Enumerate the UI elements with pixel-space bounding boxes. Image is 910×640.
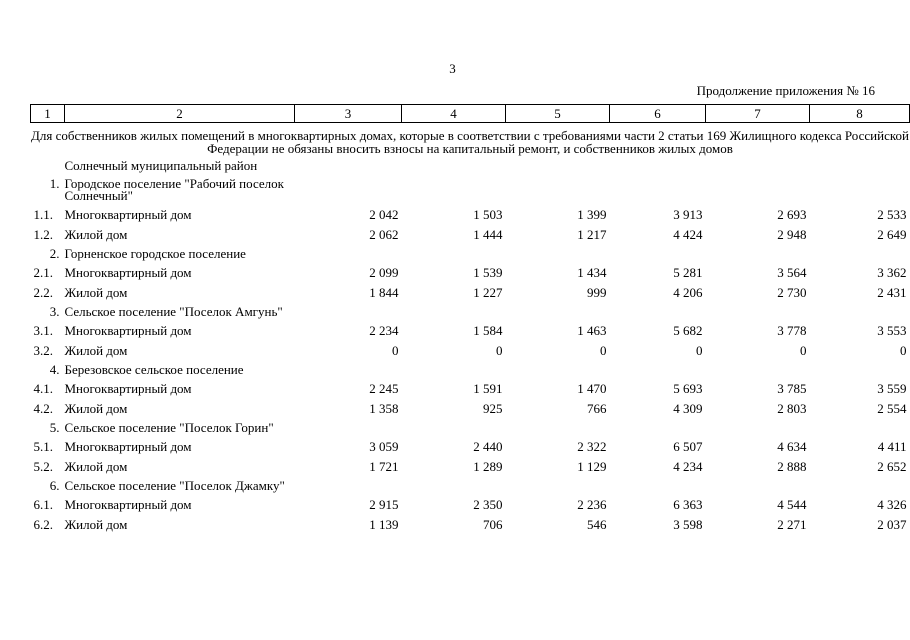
table-row <box>31 205 910 225</box>
empty-cell <box>706 477 810 495</box>
empty-cell <box>610 175 706 205</box>
table-row <box>31 515 910 535</box>
empty-cell <box>295 477 402 495</box>
value-cell: 1 584 <box>473 323 503 338</box>
value-cell: 3 553 <box>877 323 907 338</box>
value-cell: 2 533 <box>877 207 907 222</box>
value-cell: 1 503 <box>473 207 503 222</box>
empty-cell <box>810 175 910 205</box>
housing-type: Жилой дом <box>64 227 128 242</box>
column-header: 8 <box>810 105 910 123</box>
value-cell: 546 <box>587 517 607 532</box>
housing-type: Жилой дом <box>64 343 128 358</box>
empty-cell <box>810 477 910 495</box>
settlement-name: Сельское поселение "Поселок Горин" <box>64 420 274 435</box>
housing-type: Многоквартирный дом <box>64 207 192 222</box>
value-cell: 4 326 <box>877 497 907 512</box>
row-number <box>31 157 65 175</box>
column-header: 6 <box>610 105 706 123</box>
empty-cell <box>706 361 810 379</box>
value-cell: 3 059 <box>369 439 399 454</box>
value-cell: 4 206 <box>673 285 703 300</box>
value-cell: 999 <box>587 285 607 300</box>
value-cell: 3 598 <box>673 517 703 532</box>
note-row <box>31 123 910 158</box>
value-cell: 0 <box>696 343 703 358</box>
empty-cell <box>295 175 402 205</box>
empty-cell <box>810 245 910 263</box>
row-number: 5. <box>49 420 60 435</box>
empty-cell <box>295 419 402 437</box>
housing-type: Многоквартирный дом <box>64 497 192 512</box>
column-header: 1 <box>31 105 65 123</box>
value-cell: 1 434 <box>577 265 607 280</box>
value-cell: 1 358 <box>369 401 399 416</box>
value-cell: 6 507 <box>673 439 703 454</box>
continuation-label: Продолжение приложения № 16 <box>696 83 875 98</box>
empty-cell <box>610 477 706 495</box>
row-number: 1.1. <box>33 207 53 222</box>
empty-cell <box>810 303 910 321</box>
row-number: 4.2. <box>33 401 53 416</box>
empty-cell <box>295 361 402 379</box>
value-cell: 2 440 <box>473 439 503 454</box>
value-cell: 2 888 <box>777 459 807 474</box>
value-cell: 2 554 <box>877 401 907 416</box>
housing-type: Жилой дом <box>64 459 128 474</box>
value-cell: 1 227 <box>473 285 503 300</box>
housing-type: Многоквартирный дом <box>64 323 192 338</box>
value-cell: 0 <box>600 343 607 358</box>
value-cell: 4 234 <box>673 459 703 474</box>
value-cell: 2 236 <box>577 497 607 512</box>
empty-cell <box>610 361 706 379</box>
group-row <box>31 419 910 437</box>
row-number: 6.2. <box>33 517 53 532</box>
settlement-name: Сельское поселение "Поселок Джамку" <box>64 478 285 493</box>
housing-type: Многоквартирный дом <box>64 381 192 396</box>
value-cell: 2 271 <box>777 517 807 532</box>
value-cell: 1 139 <box>369 517 399 532</box>
value-cell: 4 424 <box>673 227 703 242</box>
housing-type: Многоквартирный дом <box>64 439 192 454</box>
value-cell: 3 778 <box>777 323 807 338</box>
empty-cell <box>506 303 610 321</box>
empty-cell <box>810 361 910 379</box>
empty-cell <box>706 157 810 175</box>
value-cell: 1 129 <box>577 459 607 474</box>
row-number: 3. <box>49 304 60 319</box>
row-number: 3.1. <box>33 323 53 338</box>
group-row <box>31 157 910 175</box>
value-cell: 1 444 <box>473 227 503 242</box>
table-body <box>31 123 910 536</box>
empty-cell <box>810 419 910 437</box>
housing-type: Многоквартирный дом <box>64 265 192 280</box>
row-number: 5.2. <box>33 459 53 474</box>
empty-cell <box>706 175 810 205</box>
value-cell: 5 693 <box>673 381 703 396</box>
table-row <box>31 225 910 245</box>
settlement-name: Березовское сельское поселение <box>64 362 244 377</box>
value-cell: 2 350 <box>473 497 503 512</box>
value-cell: 925 <box>483 401 503 416</box>
empty-cell <box>402 175 506 205</box>
value-cell: 4 411 <box>877 439 907 454</box>
value-cell: 3 785 <box>777 381 807 396</box>
tariff-table <box>30 104 910 535</box>
settlement-name: Горненское городское поселение <box>64 246 246 261</box>
empty-cell <box>506 477 610 495</box>
value-cell: 2 730 <box>777 285 807 300</box>
table-row <box>31 437 910 457</box>
settlement-name: Городское поселение "Рабочий поселок Солнечный" <box>64 176 284 203</box>
group-row <box>31 477 910 495</box>
empty-cell <box>610 419 706 437</box>
value-cell: 3 913 <box>673 207 703 222</box>
group-row <box>31 175 910 205</box>
row-number: 6. <box>49 478 60 493</box>
empty-cell <box>506 175 610 205</box>
empty-cell <box>610 303 706 321</box>
value-cell: 2 652 <box>877 459 907 474</box>
value-cell: 2 693 <box>777 207 807 222</box>
value-cell: 1 289 <box>473 459 503 474</box>
column-header: 3 <box>295 105 402 123</box>
value-cell: 2 948 <box>777 227 807 242</box>
value-cell: 1 463 <box>577 323 607 338</box>
value-cell: 0 <box>496 343 503 358</box>
value-cell: 2 649 <box>877 227 907 242</box>
table-row <box>31 399 910 419</box>
empty-cell <box>402 157 506 175</box>
table-row <box>31 495 910 515</box>
value-cell: 1 539 <box>473 265 503 280</box>
value-cell: 2 803 <box>777 401 807 416</box>
value-cell: 2 037 <box>877 517 907 532</box>
empty-cell <box>402 477 506 495</box>
value-cell: 706 <box>483 517 503 532</box>
value-cell: 2 245 <box>369 381 399 396</box>
value-cell: 2 915 <box>369 497 399 512</box>
column-header: 7 <box>706 105 810 123</box>
row-number: 2.1. <box>33 265 53 280</box>
empty-cell <box>506 157 610 175</box>
value-cell: 1 591 <box>473 381 503 396</box>
value-cell: 1 470 <box>577 381 607 396</box>
housing-type: Жилой дом <box>64 285 128 300</box>
value-cell: 3 362 <box>877 265 907 280</box>
row-number: 5.1. <box>33 439 53 454</box>
empty-cell <box>402 303 506 321</box>
value-cell: 0 <box>800 343 807 358</box>
table-row <box>31 263 910 283</box>
page-number: 3 <box>449 61 456 76</box>
empty-cell <box>610 245 706 263</box>
value-cell: 6 363 <box>673 497 703 512</box>
empty-cell <box>402 419 506 437</box>
row-number: 1.2. <box>33 227 53 242</box>
value-cell: 1 217 <box>577 227 607 242</box>
row-number: 2. <box>49 246 60 261</box>
table-row <box>31 457 910 477</box>
empty-cell <box>402 361 506 379</box>
value-cell: 0 <box>900 343 907 358</box>
column-header: 4 <box>402 105 506 123</box>
group-row <box>31 245 910 263</box>
row-number: 4.1. <box>33 381 53 396</box>
value-cell: 2 431 <box>877 285 907 300</box>
empty-cell <box>706 419 810 437</box>
empty-cell <box>295 157 402 175</box>
column-number-row <box>31 105 910 123</box>
row-number: 6.1. <box>33 497 53 512</box>
value-cell: 4 544 <box>777 497 807 512</box>
value-cell: 2 234 <box>369 323 399 338</box>
empty-cell <box>506 245 610 263</box>
value-cell: 4 309 <box>673 401 703 416</box>
column-header: 2 <box>65 105 295 123</box>
table-row <box>31 341 910 361</box>
table-row <box>31 379 910 399</box>
value-cell: 766 <box>587 401 607 416</box>
value-cell: 2 099 <box>369 265 399 280</box>
value-cell: 3 564 <box>777 265 807 280</box>
value-cell: 1 844 <box>369 285 399 300</box>
value-cell: 2 322 <box>577 439 607 454</box>
table-row <box>31 321 910 341</box>
empty-cell <box>402 245 506 263</box>
group-row <box>31 361 910 379</box>
group-row <box>31 303 910 321</box>
housing-type: Жилой дом <box>64 517 128 532</box>
empty-cell <box>295 245 402 263</box>
empty-cell <box>706 303 810 321</box>
empty-cell <box>706 245 810 263</box>
row-number: 1. <box>49 176 60 191</box>
empty-cell <box>506 419 610 437</box>
housing-type: Жилой дом <box>64 401 128 416</box>
empty-cell <box>610 157 706 175</box>
value-cell: 5 281 <box>673 265 703 280</box>
value-cell: 2 042 <box>369 207 399 222</box>
empty-cell <box>295 303 402 321</box>
section-note: Для собственников жилых помещений в многоквартирных домах, которые в соответствии с требованиями части 2 статьи 169 Жилищного кодекса Российской Федерации не обязаны вносить взносы на капитальный ремонт, и собственников жилых домов <box>31 128 909 156</box>
row-number: 2.2. <box>33 285 53 300</box>
value-cell: 0 <box>392 343 399 358</box>
value-cell: 4 634 <box>777 439 807 454</box>
row-number: 3.2. <box>33 343 53 358</box>
settlement-name: Солнечный муниципальный район <box>64 158 258 173</box>
table-row <box>31 283 910 303</box>
empty-cell <box>810 157 910 175</box>
value-cell: 5 682 <box>673 323 703 338</box>
empty-cell <box>506 361 610 379</box>
value-cell: 1 721 <box>369 459 399 474</box>
column-header: 5 <box>506 105 610 123</box>
settlement-name: Сельское поселение "Поселок Амгунь" <box>64 304 283 319</box>
value-cell: 2 062 <box>369 227 399 242</box>
value-cell: 1 399 <box>577 207 607 222</box>
value-cell: 3 559 <box>877 381 907 396</box>
row-number: 4. <box>49 362 60 377</box>
